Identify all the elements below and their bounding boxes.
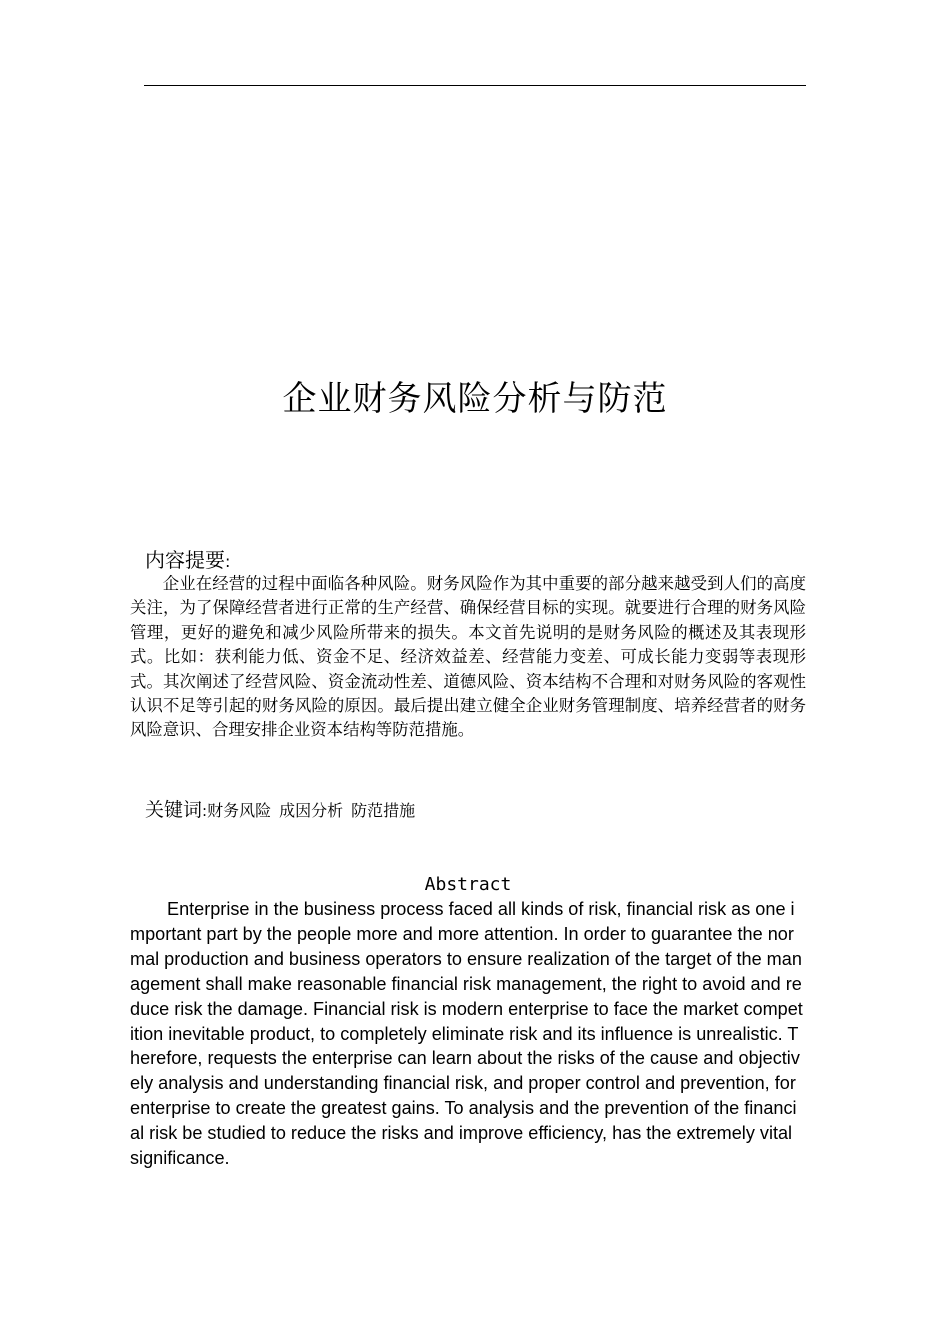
- abstract-en-body: Enterprise in the business process faced all kinds of risk, financial risk as one important part by the people more and more attention. In order to guarantee the normal production and business operators to ensure realization of the target of the management shall make reasonable financial risk management, the right to avoid and reduce risk the damage. Financial risk is modern enterprise to face the market competition inevitable product, to completely eliminate risk and its influence is unrealistic. Therefore, requests the enterprise can learn about the risks of the cause and objectively analysis and understanding financial risk, and proper control and prevention, for enterprise to create the greatest gains. To analysis and the prevention of the financial risk be studied to reduce the risks and improve efficiency, has the extremely vital significance.: [130, 899, 803, 1169]
- keywords-line: [145, 796, 423, 825]
- keyword-item: 防范措施: [351, 801, 416, 820]
- abstract-cn-body: 企业在经营的过程中面临各种风险。财务风险作为其中重要的部分越来越受到人们的高度关注，为了保障经营者进行正常的生产经营、确保经营目标的实现。就要进行合理的财务风险管理，更好的避免和减少风险所带来的损失。本文首先说明的是财务风险的概述及其表现形式。比如：获利能力低、资金不足、经济效益差、经营能力变差、可成长能力变弱等表现形式。其次阐述了经营风险、资金流动性差、道德风险、资本结构不合理和对财务风险的客观性认识不足等引起的财务风险的原因。最后提出建立健全企业财务管理制度、培养经营者的财务风险意识、合理安排企业资本结构等防范措施。: [130, 574, 806, 740]
- abstract-en-heading: Abstract: [424, 874, 512, 895]
- keyword-item: 财务风险: [207, 801, 272, 820]
- abstract-cn-heading-label: 内容提要: [145, 548, 225, 572]
- header-rule: [144, 85, 806, 86]
- keyword-item: 成因分析: [279, 801, 344, 820]
- keywords-colon: :: [202, 802, 208, 820]
- keywords-label: 关键词: [145, 799, 203, 821]
- abstract-cn-heading-colon: :: [225, 552, 231, 571]
- document-title: 企业财务风险分析与防范: [282, 379, 668, 419]
